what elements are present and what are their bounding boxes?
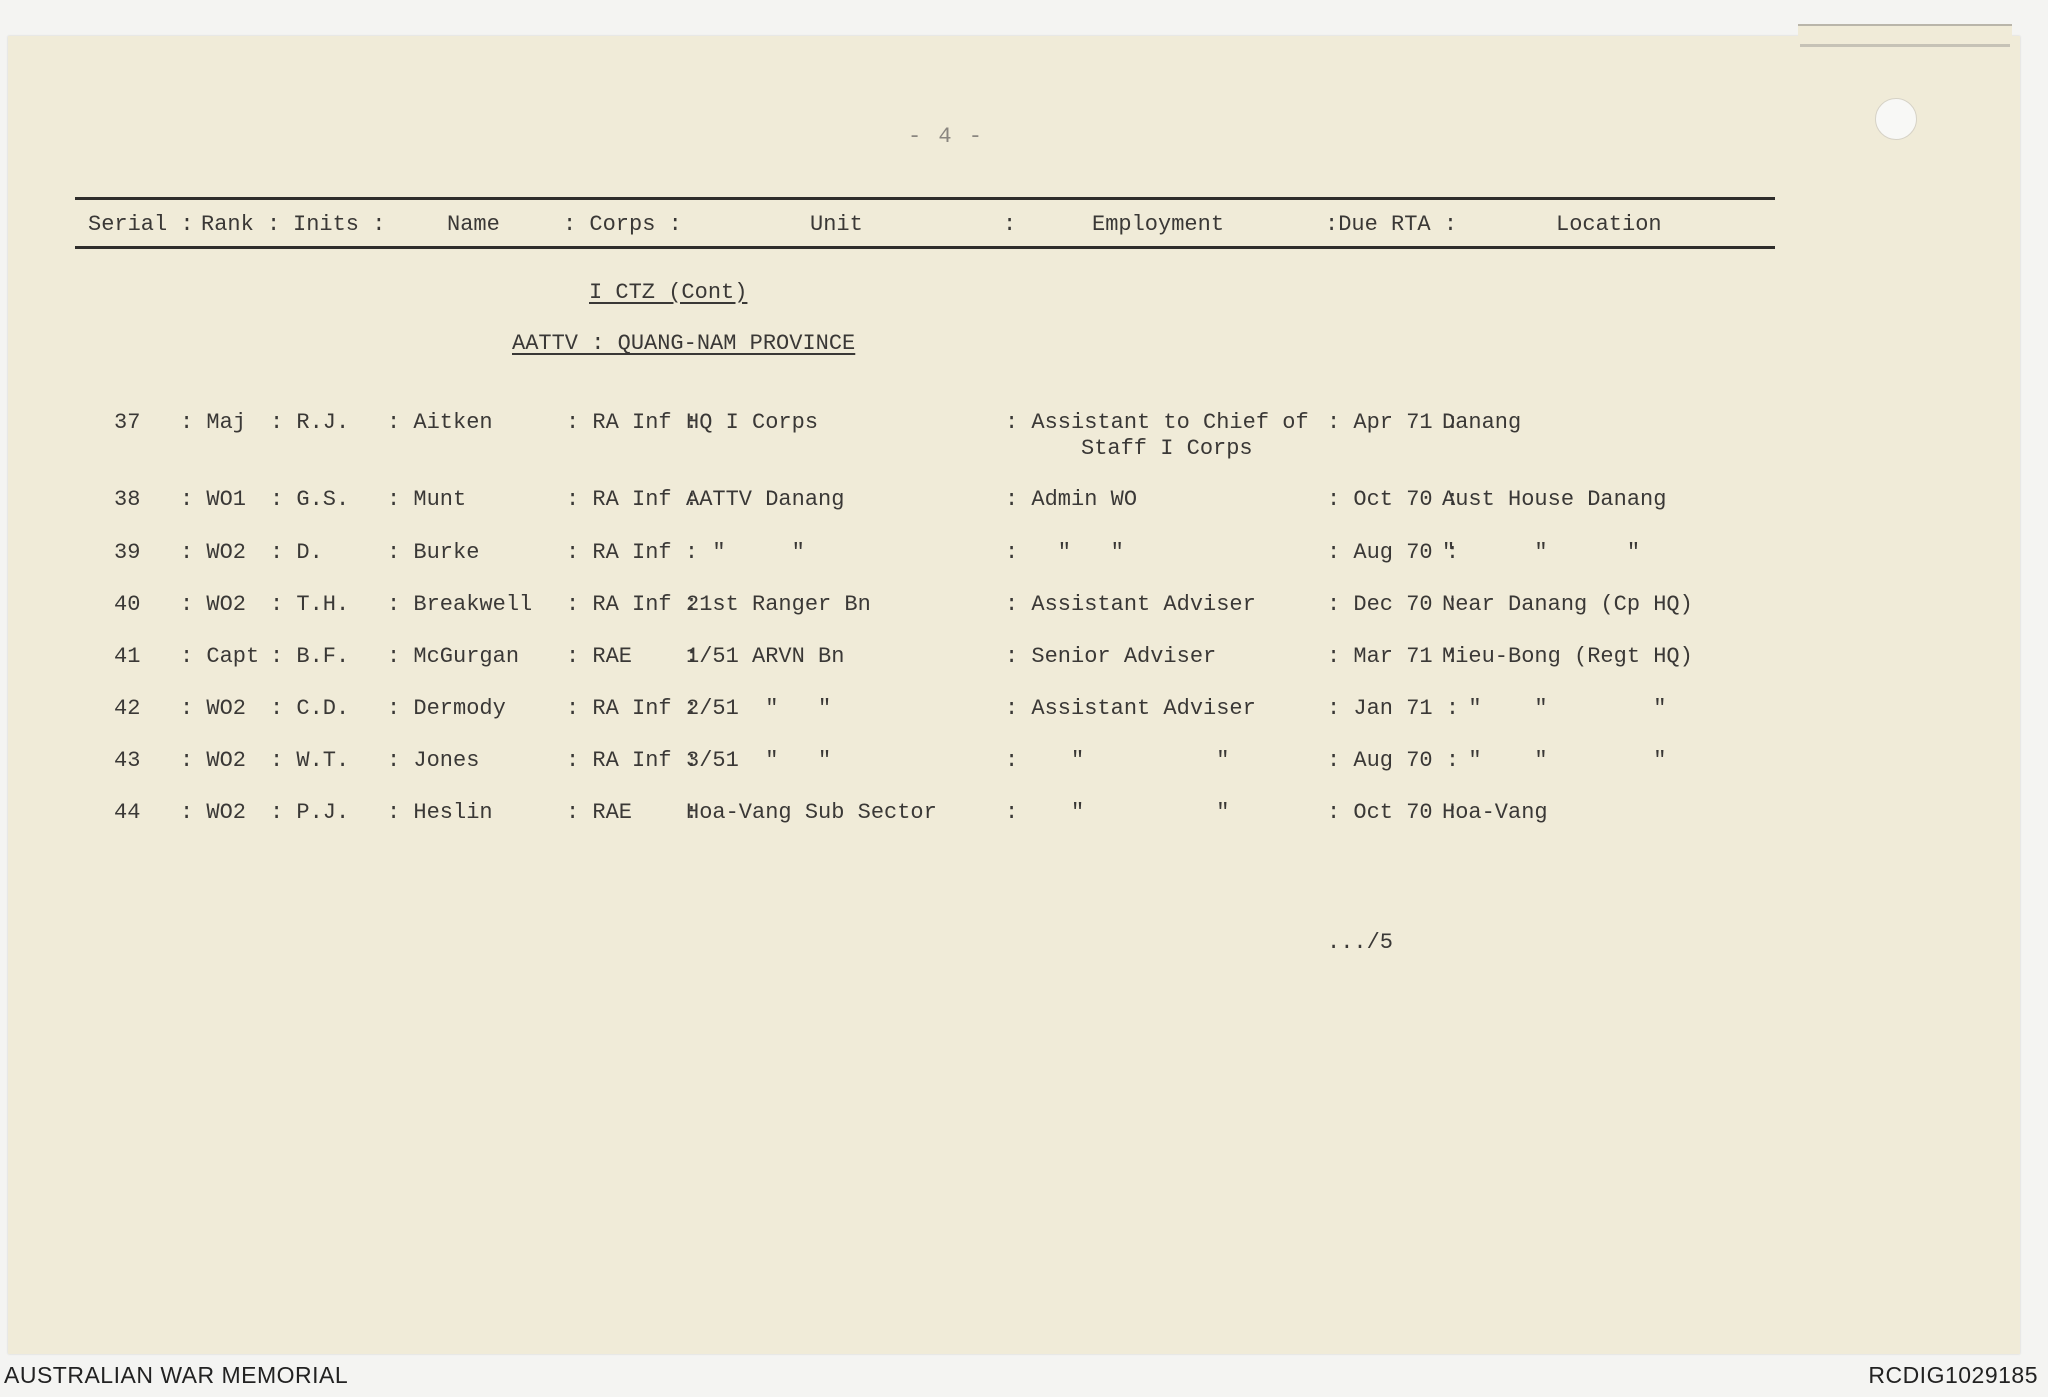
name-cell: : Heslin [387,800,493,825]
location-cell: Near Danang (Cp HQ) [1442,592,1693,617]
name-cell: : Aitken [387,410,493,435]
corps-cell: : RA Inf : [566,487,699,512]
corps-cell: : RA Inf : [566,592,699,617]
serial-cell: 43 [114,748,141,773]
location-cell: Mieu-Bong (Regt HQ) [1442,644,1693,669]
unit-cell: AATTV Danang [686,487,845,512]
serial-cell: 39 [114,540,141,565]
header-rank: Rank : [201,212,281,237]
serial-cell: 42 [114,696,141,721]
inits-cell: : B.F. [270,644,350,669]
location-cell: " " " [1442,696,1667,721]
table-row [0,487,2048,547]
inits-cell: : G.S. [270,487,350,512]
unit-cell: 2/51 " " [686,696,832,721]
header-name: Name [447,212,500,237]
page-number: - 4 - [908,124,985,149]
serial-cell: 37 [114,410,141,435]
section-title: I CTZ (Cont) [589,280,748,305]
header-location: Location [1556,212,1662,237]
name-cell: : Burke [387,540,480,565]
serial-cell: 40 [114,592,141,617]
header-inits: Inits : [293,212,386,237]
table-row [0,696,2048,756]
inits-cell: : W.T. [270,748,350,773]
serial-cell: 41 [114,644,141,669]
table-row [0,410,2048,470]
corps-cell: : RA Inf : [566,748,699,773]
serial-cell: 38 [114,487,141,512]
due-rta-cell: : Dec 70 : [1327,592,1460,617]
rank-cell: : Maj [180,410,247,435]
rank-cell: : WO2 [180,592,247,617]
name-cell: : Munt [387,487,467,512]
employment-cell: : " " [1005,800,1230,825]
unit-cell: 1/51 ARVN Bn [686,644,845,669]
page-tab [1798,24,2012,72]
corps-cell: : RA Inf : [566,696,699,721]
table-row [0,644,2048,704]
corps-cell: : RA Inf : [566,410,699,435]
location-cell: " " " [1442,748,1667,773]
location-cell: Danang [1442,410,1522,435]
rank-cell: : WO2 [180,748,247,773]
table-row [0,540,2048,600]
serial-cell: 44 [114,800,141,825]
corps-cell: : RAE : [566,800,699,825]
employment-cell: : " " [1005,540,1124,565]
location-cell: Aust House Danang [1442,487,1667,512]
rank-cell: : WO2 [180,800,247,825]
header-serial: Serial : [88,212,194,237]
header-unit: Unit [810,212,863,237]
due-rta-cell: : Aug 70 : [1327,748,1460,773]
header-employment: Employment [1092,212,1225,237]
employment-cell: : Assistant to Chief of [1005,410,1309,435]
rank-cell: : WO1 [180,487,247,512]
punch-hole [1875,98,1917,140]
continuation-marker: .../5 [1327,930,1394,955]
table-row [0,748,2048,808]
name-cell: : Breakwell [387,592,533,617]
location-cell: " " " [1442,540,1641,565]
unit-cell: 21st Ranger Bn [686,592,871,617]
inits-cell: : T.H. [270,592,350,617]
employment-cell: : Assistant Adviser [1005,592,1256,617]
rank-cell: : Capt [180,644,260,669]
inits-cell: : C.D. [270,696,350,721]
employment-cell: : Admin WO [1005,487,1138,512]
due-rta-cell: : Oct 70 : [1327,800,1460,825]
page-tab-edge [1800,44,2010,47]
employment-continuation: Staff I Corps [1081,436,1253,461]
header-due-rta: :Due RTA : [1325,212,1458,237]
location-cell: Hoa-Vang [1442,800,1548,825]
unit-cell: HQ I Corps [686,410,819,435]
table-row [0,592,2048,652]
corps-cell: : RA Inf : [566,540,699,565]
unit-cell: 3/51 " " [686,748,832,773]
header-unit-separator: : [1003,212,1017,237]
name-cell: : Dermody [387,696,506,721]
archive-id: RCDIG1029185 [1868,1362,2038,1388]
due-rta-cell: : Oct 70 : [1327,487,1460,512]
unit-cell: Hoa-Vang Sub Sector [686,800,937,825]
employment-cell: : " " [1005,748,1230,773]
due-rta-cell: : Mar 71 : [1327,644,1460,669]
employment-cell: : Senior Adviser [1005,644,1217,669]
section-subtitle: AATTV : QUANG-NAM PROVINCE [512,331,856,356]
due-rta-cell: : Jan 71 : [1327,696,1460,721]
inits-cell: : P.J. [270,800,350,825]
inits-cell: : R.J. [270,410,350,435]
corps-cell: : RAE : [566,644,699,669]
unit-cell: " " [686,540,805,565]
name-cell: : McGurgan [387,644,520,669]
employment-cell: : Assistant Adviser [1005,696,1256,721]
rank-cell: : WO2 [180,540,247,565]
due-rta-cell: : Apr 71 : [1327,410,1460,435]
header-bottom-rule [75,246,1775,249]
rank-cell: : WO2 [180,696,247,721]
archive-credit: AUSTRALIAN WAR MEMORIAL [4,1362,349,1388]
name-cell: : Jones [387,748,480,773]
due-rta-cell: : Aug 70 : [1327,540,1460,565]
table-row [0,800,2048,860]
header-top-rule [75,197,1775,200]
inits-cell: : D. [270,540,323,565]
header-corps: : Corps : [563,212,682,237]
